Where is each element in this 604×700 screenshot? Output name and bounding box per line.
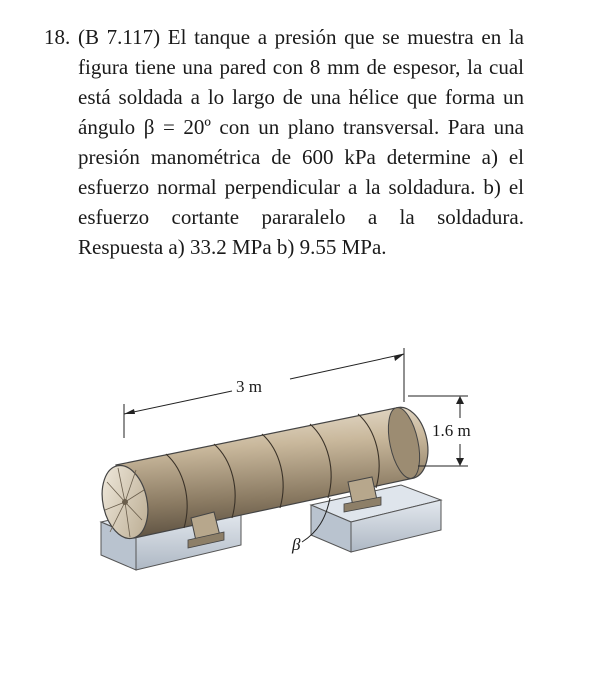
- problem-statement: [44, 22, 524, 262]
- diameter-label: 1.6 m: [432, 421, 471, 440]
- pressure-tank-figure: [96, 340, 496, 590]
- problem-number: 18.: [44, 25, 71, 49]
- angle-label: β: [292, 535, 301, 554]
- length-label: 3 m: [236, 377, 262, 396]
- problem-text: (B 7.117) El tanque a presión que se muestra en la figura tiene una pared con 8 mm de espesor, la cual está soldada a lo largo de una hélice que forma un ángulo β = 20º con un plano transversal. Para una presión manométrica de 600 kPa determine a) el esfuerzo normal perpendicular a la soldadura. b) el esfuerzo cortante pararalelo a la soldadura. Respuesta a) 33.2 MPa b) 9.55 MPa.: [78, 25, 524, 259]
- tank-illustration: [96, 340, 496, 590]
